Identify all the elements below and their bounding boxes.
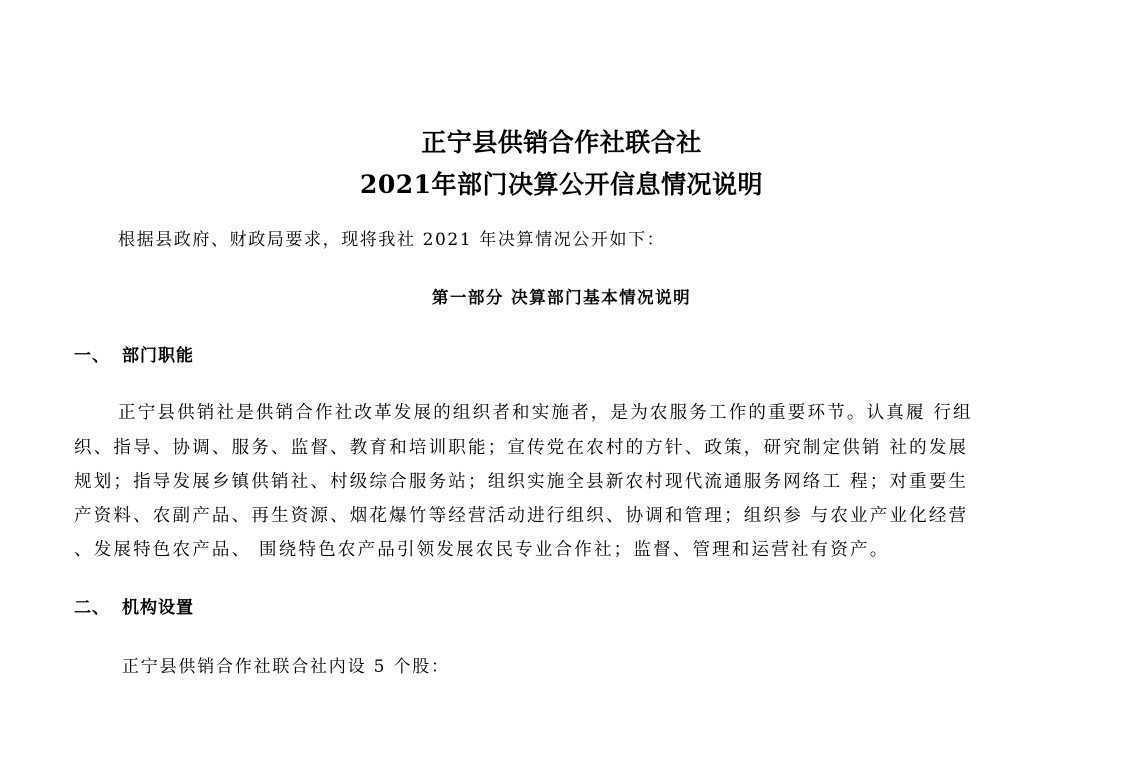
- document-title-line-2: 2021年部门决算公开信息情况说明: [359, 170, 764, 199]
- organization-paragraph: 正宁县供销合作社联合社内设 5 个股：: [122, 657, 450, 677]
- section-title: 部门职能: [122, 346, 194, 366]
- section-heading-organization: [74, 596, 194, 620]
- part-heading: 第一部分 决算部门基本情况说明: [431, 288, 692, 307]
- body-text-line: 规划；指导发展乡镇供销社、村级综合服务站；组织实施全县新农村现代流通服务网络工 程；对重要生: [74, 472, 969, 492]
- section-number: 二、: [74, 598, 110, 618]
- body-text-line: 正宁县供销社是供销合作社改革发展的组织者和实施者，是为农服务工作的重要环节。认真履 行组: [118, 403, 973, 423]
- section-title: 机构设置: [122, 598, 194, 618]
- body-text-line: 织、指导、协调、服务、监督、教育和培训职能；宣传党在农村的方针、政策，研究制定供销 社的发展: [74, 438, 969, 458]
- body-text-line: 产资料、农副产品、再生资源、烟花爆竹等经营活动进行组织、协调和管理；组织参 与农业产业化经营: [74, 506, 969, 526]
- document-title-line-1: 正宁县供销合作社联合社: [421, 128, 702, 157]
- section-heading-functions: [74, 344, 194, 368]
- section-number: 一、: [74, 346, 110, 366]
- body-text-line: 、发展特色农产品、 围绕特色农产品引领发展农民专业合作社；监督、管理和运营社有资产。: [74, 540, 890, 560]
- intro-paragraph: 根据县政府、财政局要求，现将我社 2021 年决算情况公开如下：: [118, 230, 666, 250]
